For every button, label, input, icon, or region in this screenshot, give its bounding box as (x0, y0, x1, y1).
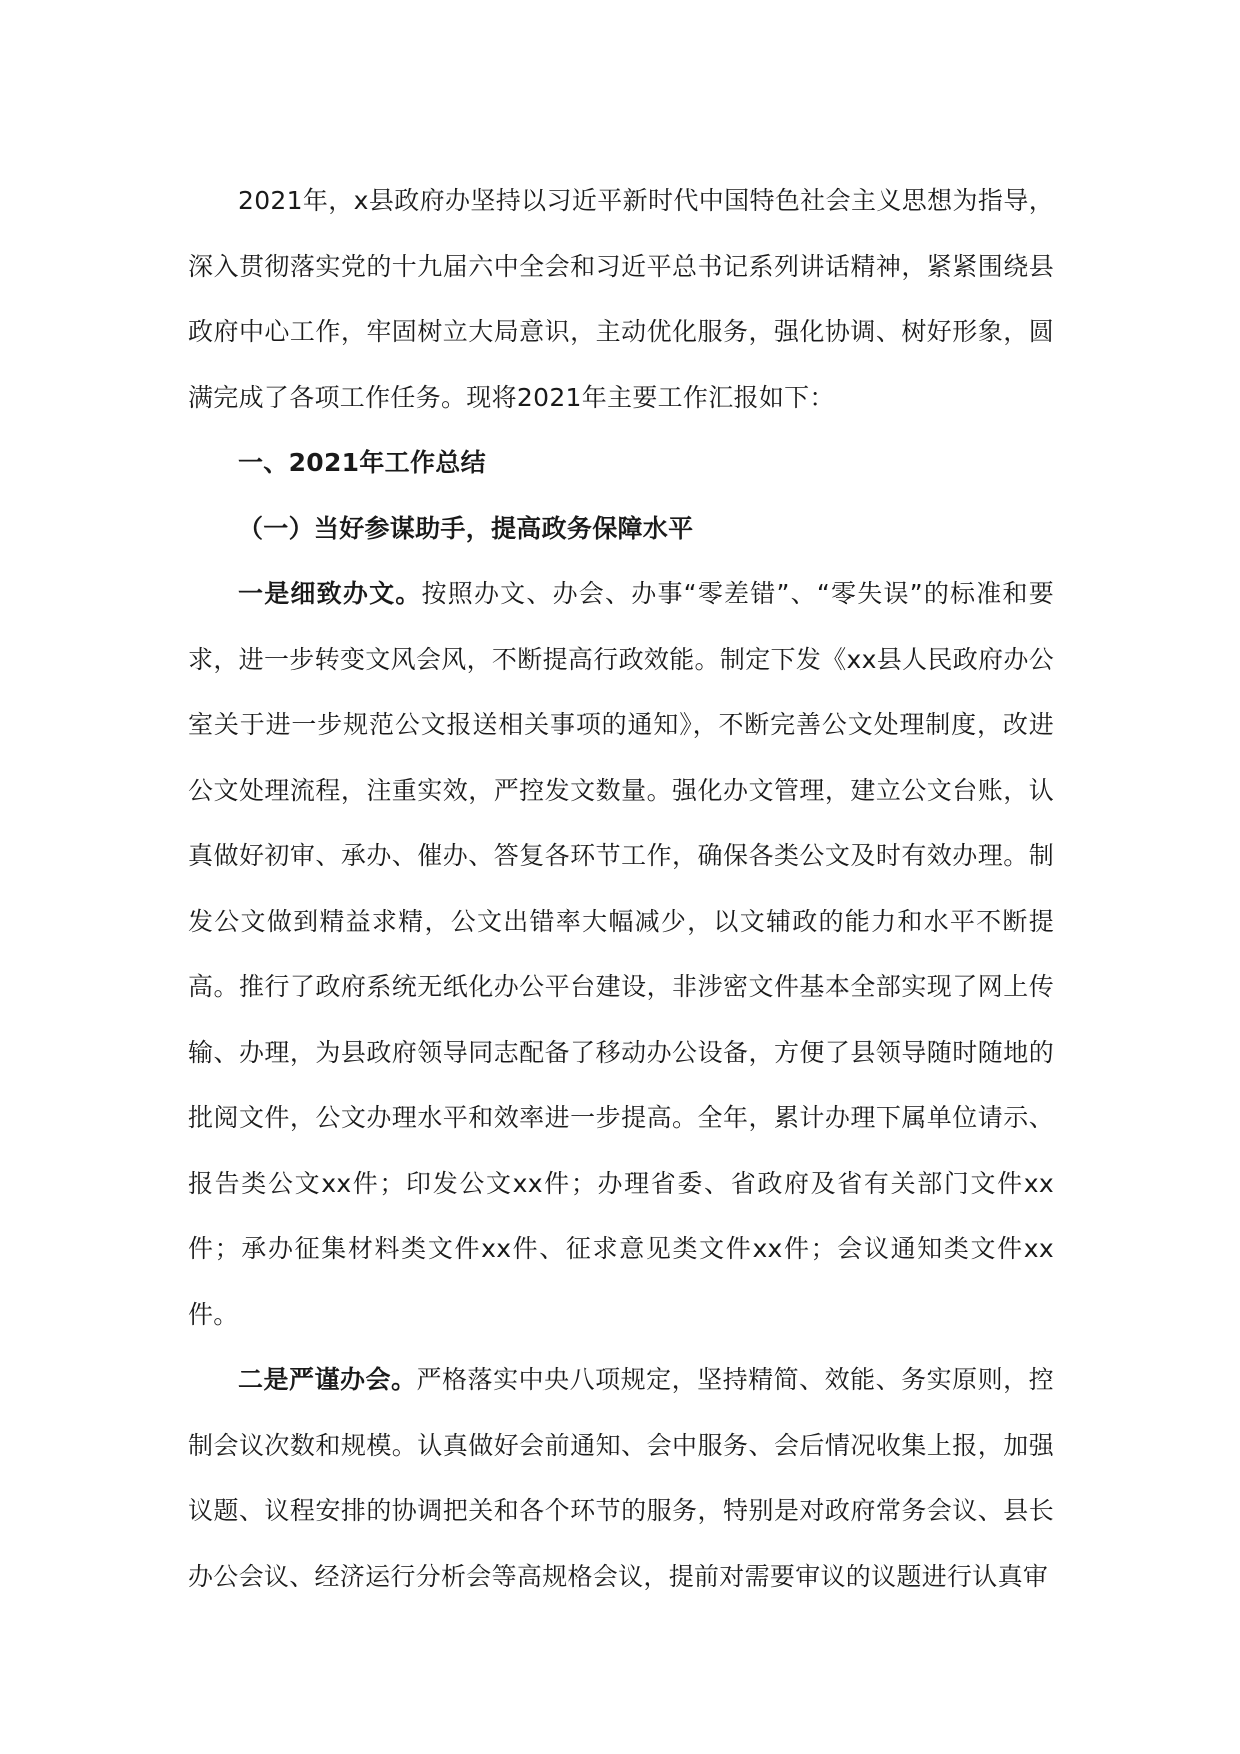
subsection-heading: （一）当好参谋助手，提高政务保障水平 (238, 513, 694, 543)
paragraph-text: 严格落实中央八项规定，坚持精简、效能、务实原则，控制会议次数和规模。认真做好会前通知、会中服务、会后情况收集上报，加强议题、议程安排的协调把关和各个环节的服务，特别是对政府常务会议、县长办公会议、经济运行分析会等高规格会议，提前对需要审议的议题进行认真审 (188, 1365, 1054, 1591)
section-heading: 一、2021年工作总结 (238, 448, 486, 477)
paragraph-item-1 (188, 561, 1054, 1347)
paragraph-item-2 (188, 1347, 1054, 1609)
paragraph-lead: 二是严谨办会。 (238, 1365, 417, 1394)
paragraph-text: 按照办文、办会、办事“零差错”、“零失误”的标准和要求，进一步转变文风会风，不断提高行政效能。制定下发《xx县人民政府办公室关于进一步规范公文报送相关事项的通知》，不断完善公文处理制度，改进公文处理流程，注重实效，严控发文数量。强化办文管理，建立公文台账，认真做好初审、承办、催办、答复各环节工作，确保各类公文及时有效办理。制发公文做到精益求精，公文出错率大幅减少，以文辅政的能力和水平不断提高。推行了政府系统无纸化办公平台建设，非涉密文件基本全部实现了网上传输、办理，为县政府领导同志配备了移动办公设备，方便了县领导随时随地的批阅文件，公文办理水平和效率进一步提高。全年，累计办理下属单位请示、报告类公文xx件；印发公文xx件；办理省委、省政府及省有关部门文件xx件；承办征集材料类文件xx件、征求意见类文件xx件；会议通知类文件xx件。 (188, 579, 1054, 1329)
document-body (188, 168, 1054, 1609)
paragraph-lead: 一是细致办文。 (238, 579, 422, 608)
intro-paragraph: 2021年，x县政府办坚持以习近平新时代中国特色社会主义思想为指导，深入贯彻落实党的十九届六中全会和习近平总书记系列讲话精神，紧紧围绕县政府中心工作，牢固树立大局意识，主动优化服务，强化协调、树好形象，圆满完成了各项工作任务。现将2021年主要工作汇报如下： (188, 186, 1054, 412)
